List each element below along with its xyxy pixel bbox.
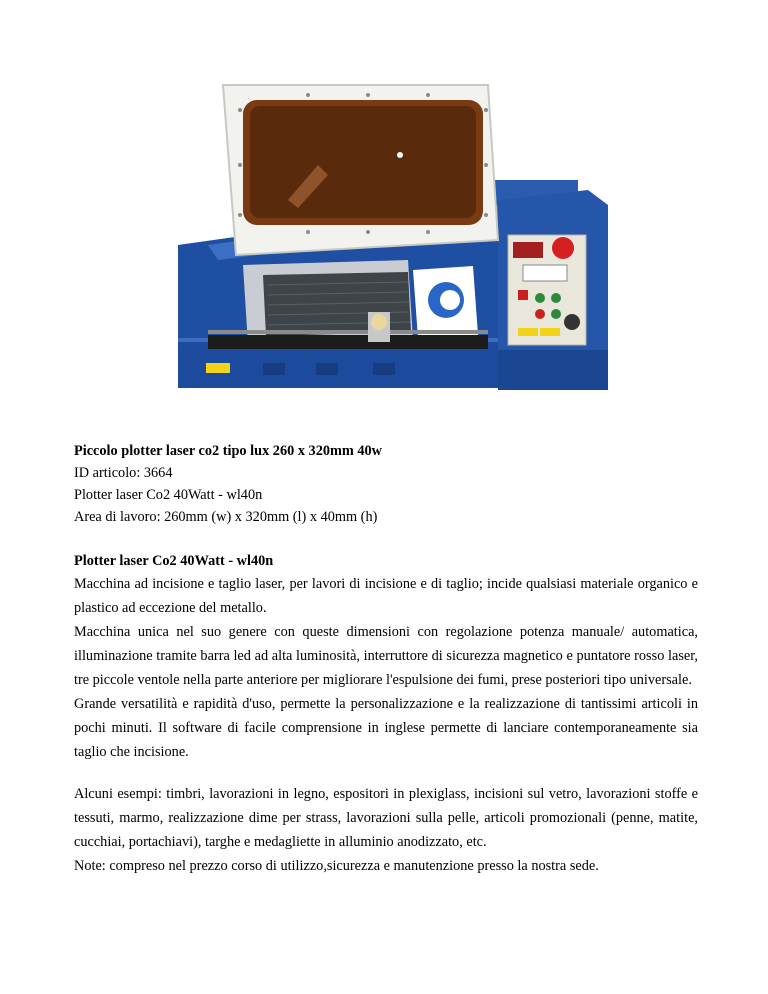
product-title: Piccolo plotter laser co2 tipo lux 260 x 320mm 40w: [74, 443, 383, 459]
paragraph-intro: Macchina ad incisione e taglio laser, per lavori di incisione e di taglio; incide qualsiasi materiale organico e plastico ad eccezione del metallo.: [74, 576, 698, 616]
article-id: ID articolo: 3664: [74, 465, 173, 481]
product-description: [74, 440, 698, 878]
model-line: Plotter laser Co2 40Watt - wl40n: [74, 487, 263, 503]
laser-plotter-photo: [168, 80, 620, 395]
paragraph-features: Macchina unica nel suo genere con queste dimensioni con regolazione potenza manuale/ automatica, illuminazione tramite barra led ad alta luminosità, interruttore di sicurezza magnetico e puntatore rosso laser, tre piccole ventole nella parte anteriore per migliorare l'espulsione dei fumi, prese posteriori tipo universale.: [74, 624, 698, 688]
note: Note: compreso nel prezzo corso di utilizzo,sicurezza e manutenzione presso la nostra sede.: [74, 858, 599, 874]
work-area: Area di lavoro: 260mm (w) x 320mm (l) x 40mm (h): [74, 509, 378, 525]
paragraph-examples: Alcuni esempi: timbri, lavorazioni in legno, espositori in plexiglass, incisioni sul vetro, lavorazioni stoffe e tessuti, marmo, realizzazione dime per strass, lavorazioni sulla pelle, articoli promozionali (penne, matite, cucchiai, portachiavi), targhe e medagliette in alluminio anodizzato, etc.: [74, 786, 698, 850]
paragraph-versatility: Grande versatilità e rapidità d'uso, permette la personalizzazione e la realizzazione di tantissimi articoli in pochi minuti. Il software di facile comprensione in inglese permette di lanciare contemporaneamente sia taglio che incisione.: [74, 696, 698, 760]
section-heading: Plotter laser Co2 40Watt - wl40n: [74, 553, 274, 569]
